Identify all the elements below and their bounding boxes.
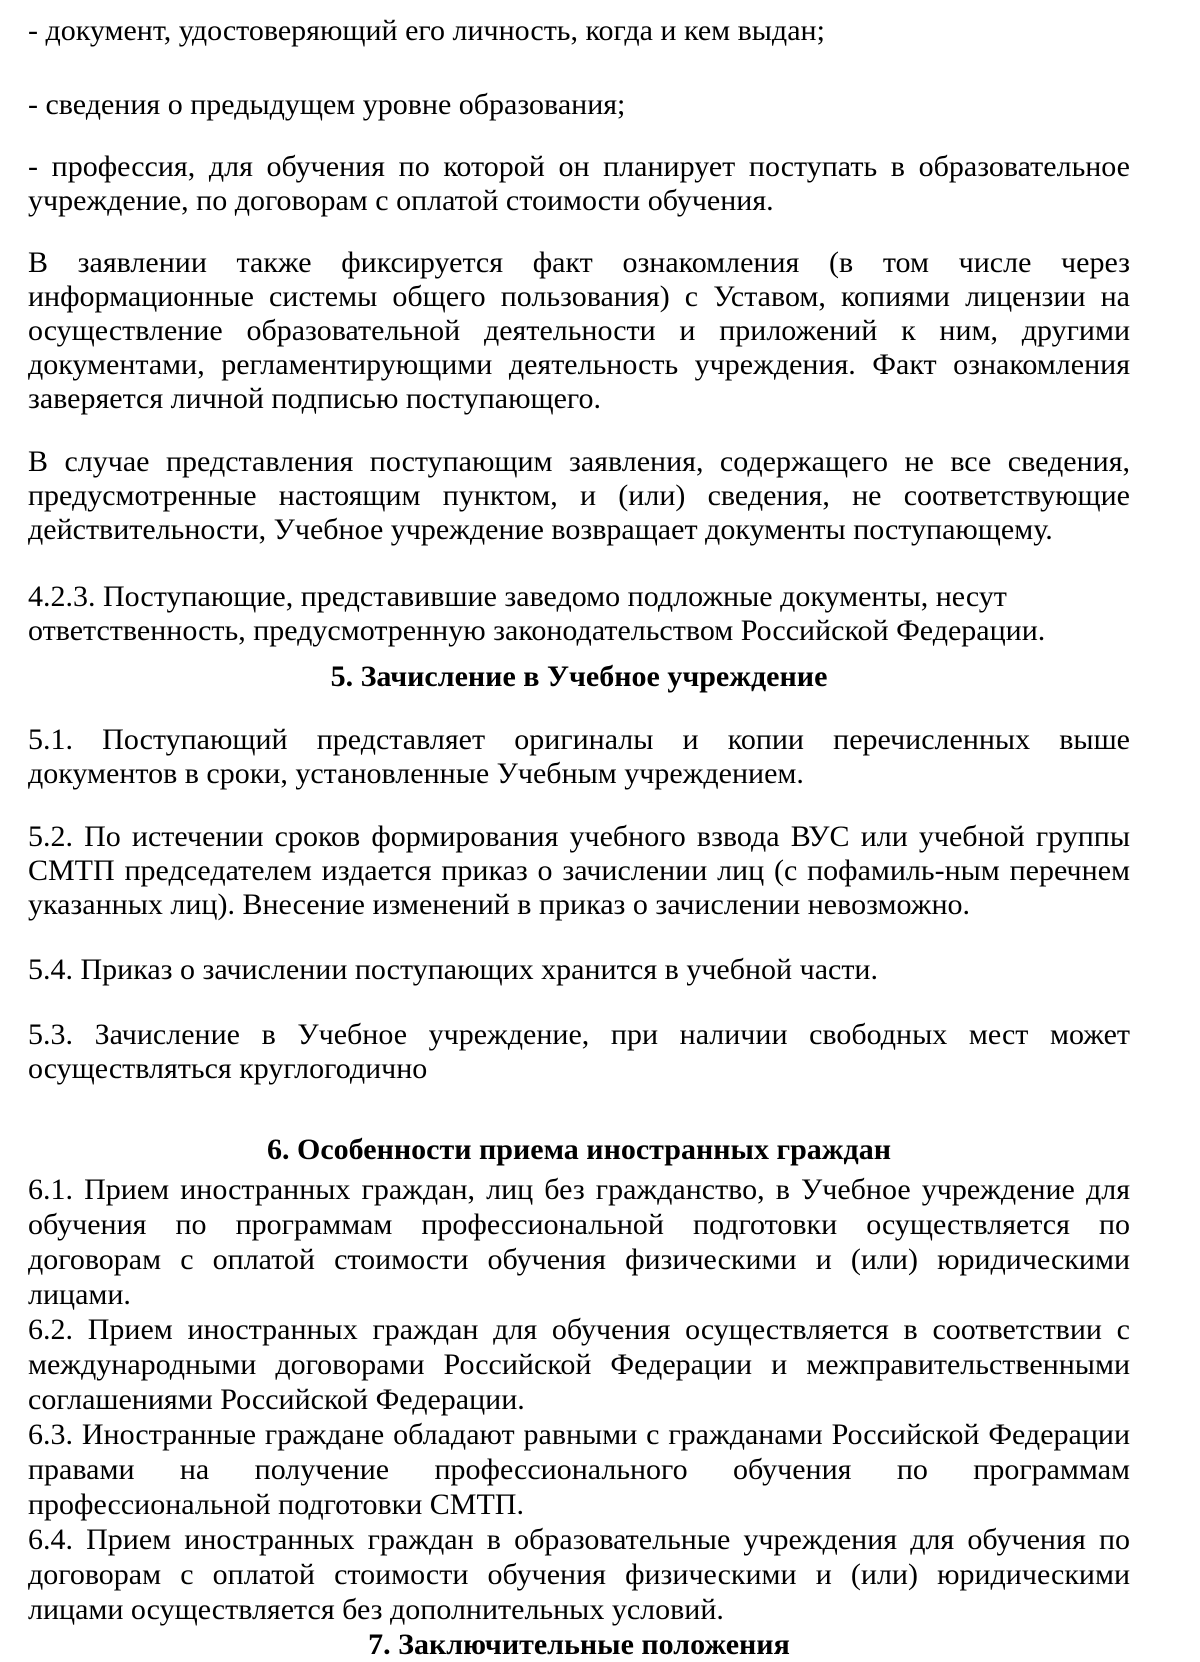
heading-5-enrollment: 5. Зачисление в Учебное учреждение xyxy=(330,660,828,693)
paragraph-6-3-equal-rights: 6.3. Иностранные граждане обладают равными с гражданами Российской Федерации правами на получение профессионального обучения по программам профессиональной подготовки СМТП. xyxy=(28,1418,1130,1521)
heading-7-final-provisions: 7. Заключительные положения xyxy=(368,1628,790,1661)
paragraph-6-2-international-treaties: 6.2. Прием иностранных граждан для обучения осуществляется в соответствии с международными договорами Российской Федерации и межправительственными соглашениями Российской Федерации. xyxy=(28,1313,1130,1416)
heading-6-foreign-citizens: 6. Особенности приема иностранных граждан xyxy=(267,1133,891,1166)
paragraph-5-1-originals-copies: 5.1. Поступающий представляет оригиналы и копии перечисленных выше документов в сроки, установленные Учебным учреждением. xyxy=(28,723,1130,790)
paragraph-5-4-order-storage: 5.4. Приказ о зачислении поступающих хранится в учебной части. xyxy=(28,953,878,986)
paragraph-4-2-3-forged-documents: 4.2.3. Поступающие, представившие заведомо подложные документы, несут ответственность, предусмотренную законодательством Российской Федерации. xyxy=(28,580,1046,647)
paragraph-6-1-foreign-admission: 6.1. Прием иностранных граждан, лиц без гражданство, в Учебное учреждение для обучения по программам профессиональной подготовки осуществляется по договорам с оплатой стоимости обучения физическими и (или) юридическими лицами. xyxy=(28,1173,1130,1311)
list-item-previous-education: - сведения о предыдущем уровне образования; xyxy=(28,88,626,121)
paragraph-6-4-no-additional-conditions: 6.4. Прием иностранных граждан в образовательные учреждения для обучения по договорам с оплатой стоимости обучения физическими и (или) юридическими лицами осуществляется без дополнительных условий. xyxy=(28,1523,1130,1626)
list-item-profession: - профессия, для обучения по которой он планирует поступать в образовательное учреждение, по договорам с оплатой стоимости обучения. xyxy=(28,150,1130,217)
list-item-identity-document: - документ, удостоверяющий его личность, когда и кем выдан; xyxy=(28,14,825,47)
paragraph-application-acknowledgement: В заявлении также фиксируется факт ознакомления (в том числе через информационные системы общего пользования) с Уставом, копиями лицензии на осуществление образовательной деятельности и приложений к ним, другими документами, регламентирующими деятельность учреждения. Факт ознакомления заверяется личной подписью поступающего. xyxy=(28,246,1130,415)
paragraph-5-2-enrollment-order: 5.2. По истечении сроков формирования учебного взвода ВУС или учебной группы СМТП председателем издается приказ о зачислении лиц (с пофамиль-ным перечнем указанных лиц). Внесение изменений в приказ о зачислении невозможно. xyxy=(28,820,1130,921)
paragraph-5-3-year-round-enrollment: 5.3. Зачисление в Учебное учреждение, при наличии свободных мест может осуществляться круглогодично xyxy=(28,1018,1130,1085)
paragraph-incomplete-application: В случае представления поступающим заявления, содержащего не все сведения, предусмотренные настоящим пунктом, и (или) сведения, не соответствующие действительности, Учебное учреждение возвращает документы поступающему. xyxy=(28,445,1130,546)
